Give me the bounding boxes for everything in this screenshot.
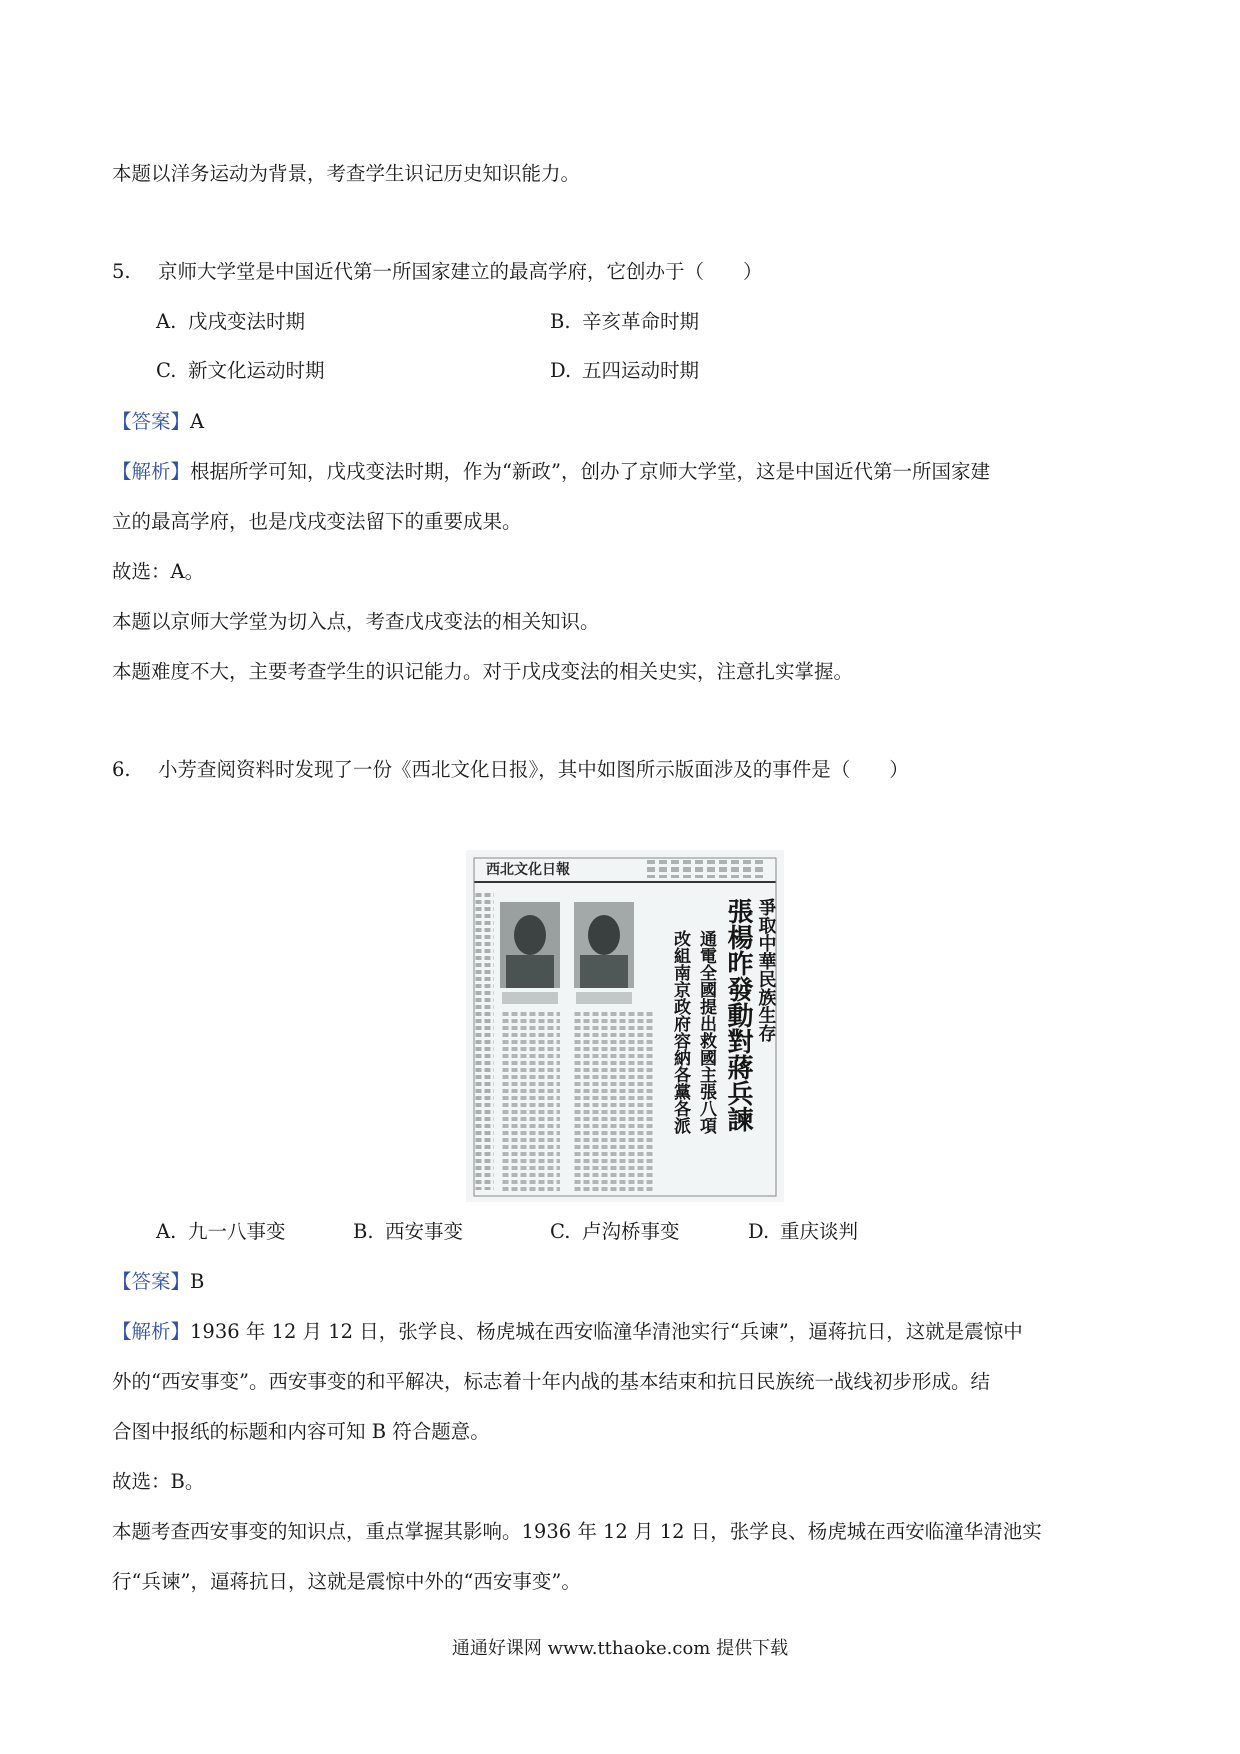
question-text: 京师大学堂是中国近代第一所国家建立的最高学府，它创办于（ ）: [158, 260, 763, 283]
intro-text: 本题以洋务运动为背景，考查学生识记历史知识能力。: [112, 162, 581, 185]
question-number: 6.: [112, 758, 131, 781]
newspaper-headline-3: 通電全國提出救國主張八項: [696, 930, 716, 1134]
option-b: B. 西安事变: [353, 1220, 464, 1243]
option-b: B. 辛亥革命时期: [550, 310, 700, 333]
question-number: 5.: [112, 260, 131, 283]
newspaper-headline-4: 改組南京政府容納各黨各派: [670, 930, 690, 1134]
newspaper-image: [466, 850, 784, 1202]
analysis-line: 立的最高学府，也是戊戌变法留下的重要成果。: [112, 510, 522, 533]
option-a: A. 九一八事变: [156, 1220, 286, 1243]
question-6-stem: [112, 756, 909, 784]
newspaper-masthead: 西北文化日報: [486, 862, 570, 878]
question-text: 小芳查阅资料时发现了一份《西北文化日报》，其中如图所示版面涉及的事件是（ ）: [158, 758, 909, 781]
analysis-line: 【解析】1936 年 12 月 12 日，张学良、杨虎城在西安临潼华清池实行“兵谏”，逼蒋抗日，这就是震惊中: [112, 1320, 1023, 1343]
comment-line: 本题考查西安事变的知识点，重点掌握其影响。1936 年 12 月 12 日，张学良、杨虎城在西安临潼华清池实: [112, 1520, 1042, 1543]
choice-line: 故选：A。: [112, 560, 205, 583]
newspaper-headline-2: 張楊昨發動對蔣兵諫: [723, 898, 753, 1132]
newspaper-headline-1: 爭取中華民族生存: [755, 898, 777, 1042]
analysis-line: 外的“西安事变”。西安事变的和平解决，标志着十年内战的基本结束和抗日民族统一战线初步形成。结: [112, 1370, 990, 1393]
question-5-stem: [112, 258, 763, 286]
comment-line: 本题难度不大，主要考查学生的识记能力。对于戊戌变法的相关史实，注意扎实掌握。: [112, 660, 854, 683]
option-d: D. 五四运动时期: [550, 359, 700, 382]
analysis-line: 合图中报纸的标题和内容可知 B 符合题意。: [112, 1420, 490, 1443]
analysis-line: 【解析】根据所学可知，戊戌变法时期，作为“新政”，创办了京师大学堂，这是中国近代第一所国家建: [112, 460, 990, 483]
page-footer: 通通好课网 www.tthaoke.com 提供下载: [451, 1638, 789, 1659]
analysis-tag: 【解析】: [112, 460, 191, 483]
answer-tag: 【答案】: [112, 1270, 191, 1293]
answer-line: [112, 408, 204, 436]
answer-line: [112, 1268, 204, 1296]
answer-value: A: [190, 410, 205, 433]
option-c: C. 新文化运动时期: [156, 359, 325, 382]
option-c: C. 卢沟桥事变: [550, 1220, 680, 1243]
comment-line: 本题以京师大学堂为切入点，考查戊戌变法的相关知识。: [112, 610, 600, 633]
choice-line: 故选：B。: [112, 1470, 205, 1493]
option-d: D. 重庆谈判: [748, 1220, 859, 1243]
option-a: A. 戊戌变法时期: [156, 310, 306, 333]
answer-value: B: [190, 1270, 205, 1293]
answer-tag: 【答案】: [112, 410, 191, 433]
comment-line: 行“兵谏”，逼蒋抗日，这就是震惊中外的“西安事变”。: [112, 1570, 581, 1593]
analysis-tag: 【解析】: [112, 1320, 191, 1343]
